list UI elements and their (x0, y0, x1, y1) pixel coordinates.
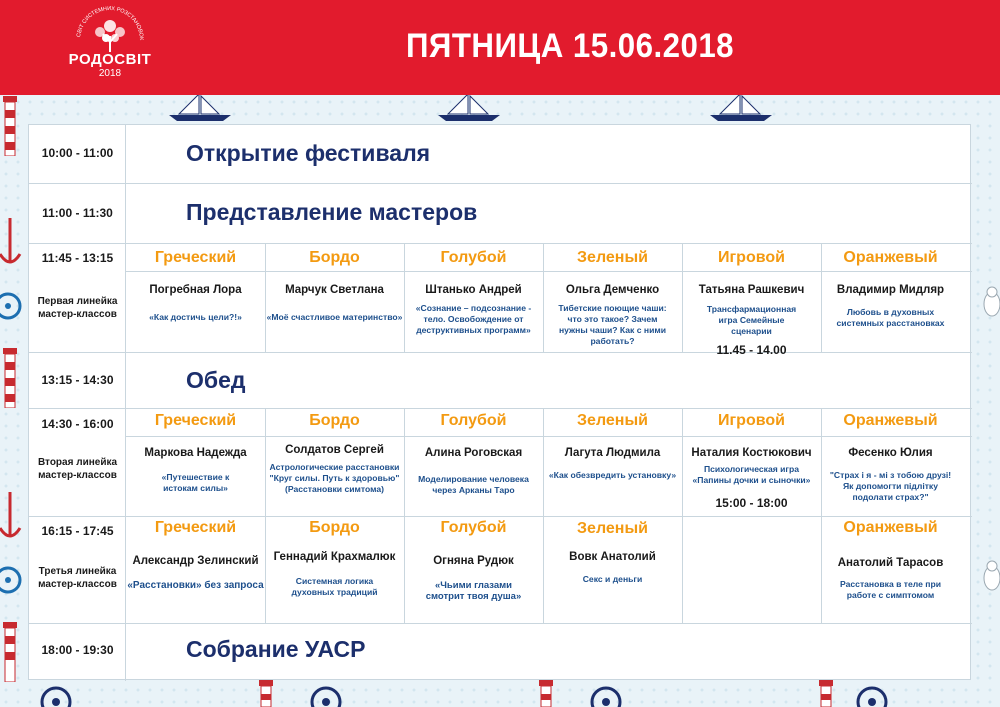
label-line3: Третья линейка мастер-классов (38, 566, 117, 590)
session-cell (265, 550, 404, 598)
session-cell (821, 556, 960, 601)
event-meeting: Собрание УАСР (186, 636, 366, 662)
room-green: Зеленый (577, 249, 648, 266)
host-name: Алина Роговская (424, 447, 523, 459)
logo-name: РОДОСВІТ (68, 51, 152, 68)
room-greek: Греческий (154, 519, 237, 536)
session-topic: Расстановка в теле при работе с симптомом (839, 579, 942, 600)
room-bordo: Бордо (309, 249, 360, 266)
sailboat-icon (434, 92, 504, 122)
room-blue: Голубой (440, 412, 507, 429)
host-name: Александр Зелинский (132, 555, 259, 567)
ship-wheel-icon (0, 286, 26, 326)
lighthouse-icon (2, 96, 18, 156)
event-opening: Открытие фестиваля (186, 140, 431, 166)
schedule-table (28, 124, 971, 680)
host-name: Татьяна Рашкевич (698, 284, 805, 296)
sailboat-icon (165, 92, 235, 122)
session-topic: «Как обезвредить установку» (548, 470, 677, 480)
host-name: Фесенко Юлия (848, 447, 933, 459)
room-game: Игровой (718, 249, 785, 266)
session-topic: «Расстановки» без запроса (127, 580, 264, 591)
session-cell (821, 283, 960, 329)
session-cell (265, 283, 404, 323)
anchor-icon (0, 488, 24, 544)
svg-text:СВІТ СИСТЕМНИХ РОЗСТАНОВОК: СВІТ СИСТЕМНИХ РОЗСТАНОВОК (76, 6, 145, 41)
room-blue: Голубой (440, 249, 507, 266)
session-topic: Трансфармационная игра Семейные сценарии (706, 304, 797, 336)
lighthouse-icon (538, 680, 554, 707)
time-line3: 16:15 - 17:45 (41, 524, 114, 538)
host-name: Маркова Надежда (144, 447, 247, 459)
session-topic: «Сознание – подсознание - тело. Освобождение от деструктивных программ» (415, 303, 532, 335)
room-blue: Голубой (440, 519, 507, 536)
session-cell (404, 554, 543, 602)
event-masters-presentation: Представление мастеров (186, 199, 478, 225)
session-cell (126, 446, 265, 494)
session-topic: «Путешествие к истокам силы» (161, 472, 230, 493)
logo (62, 6, 158, 90)
session-topic: Секс и деньги (582, 574, 643, 584)
seagull-icon (976, 282, 1000, 322)
session-topic: Психологическая игра «Папины дочки и сыночки» (692, 464, 811, 485)
lighthouse-icon (2, 622, 18, 682)
session-topic: "Страх і я - мі з тобою друзі! Як допомогти підлітку подолати страх?" (829, 470, 952, 502)
session-topic: Любовь в духовных системных расстановках (836, 307, 945, 328)
host-name: Солдатов Сергей (285, 444, 384, 456)
anchor-icon (0, 214, 24, 270)
session-cell (126, 283, 265, 323)
page-title: ПЯТНИЦА 15.06.2018 (405, 27, 735, 65)
room-orange: Оранжевый (843, 249, 938, 266)
room-game: Игровой (718, 412, 785, 429)
event-lunch: Обед (186, 367, 246, 393)
host-name: Анатолий Тарасов (837, 557, 944, 569)
host-name: Погребная Лора (149, 284, 242, 296)
session-topic: Тибетские поющие чаши: что это такое? Зачем нужны чаши? Как с ними работать? (558, 303, 667, 346)
host-name: Лагута Людмила (564, 447, 661, 459)
host-name: Марчук Светлана (285, 284, 384, 296)
session-cell (821, 446, 960, 503)
room-orange: Оранжевый (843, 412, 938, 429)
session-cell (682, 283, 821, 357)
session-cell (404, 446, 543, 496)
host-name: Вовк Анатолий (569, 551, 656, 563)
ship-wheel-icon (306, 682, 346, 707)
session-time: 11.45 - 14.00 (716, 343, 787, 357)
session-topic: «Как достичь цели?!» (149, 312, 242, 322)
session-topic: «Чьими глазами смотрит твоя душа» (425, 580, 522, 602)
session-cell (126, 554, 265, 591)
session-topic: Астрологические расстановки "Круг силы. Путь к здоровью" (Расстановки симтома) (269, 462, 400, 494)
ship-wheel-icon (0, 560, 26, 600)
host-name: Геннадий Крахмалюк (273, 551, 396, 563)
session-time: 15:00 - 18:00 (715, 496, 788, 510)
room-bordo: Бордо (309, 519, 360, 536)
session-cell (543, 283, 682, 347)
logo-year: 2018 (98, 68, 122, 79)
host-name: Ольга Демченко (565, 284, 660, 296)
room-greek: Греческий (154, 249, 237, 266)
time-line2: 14:30 - 16:00 (41, 417, 114, 431)
ship-wheel-icon (586, 682, 626, 707)
room-greek: Греческий (154, 412, 237, 429)
ship-wheel-icon (852, 682, 892, 707)
room-green: Зеленый (577, 520, 648, 537)
host-name: Владимир Мидляр (836, 284, 945, 296)
label-line1: Первая линейка мастер-классов (37, 296, 118, 320)
time-lunch: 13:15 - 14:30 (41, 373, 114, 387)
session-cell (543, 446, 682, 481)
lighthouse-icon (818, 680, 834, 707)
label-line2: Вторая линейка мастер-классов (37, 457, 118, 481)
tree-logo-icon (70, 6, 150, 52)
time-line1: 11:45 - 13:15 (41, 251, 114, 265)
session-cell (682, 446, 821, 510)
session-cell (404, 283, 543, 336)
session-topic: Системная логика духовных традиций (291, 576, 378, 597)
sailboat-icon (706, 92, 776, 122)
host-name: Наталия Костюкович (691, 447, 812, 459)
session-topic: Моделирование человека через Арканы Таро (418, 474, 529, 495)
ship-wheel-icon (36, 682, 76, 707)
lighthouse-icon (258, 680, 274, 707)
header-banner (0, 0, 1000, 95)
room-bordo: Бордо (309, 412, 360, 429)
time-opening: 10:00 - 11:00 (41, 146, 114, 160)
session-topic: «Моё счастливое материнство» (266, 312, 403, 322)
session-cell (265, 443, 404, 495)
seagull-icon (976, 556, 1000, 596)
time-masters: 11:00 - 11:30 (42, 206, 113, 220)
session-cell (543, 550, 682, 585)
lighthouse-icon (2, 348, 18, 408)
host-name: Огняна Рудюк (433, 555, 514, 567)
host-name: Штанько Андрей (425, 284, 522, 296)
room-orange: Оранжевый (843, 519, 938, 536)
time-meeting: 18:00 - 19:30 (41, 643, 114, 657)
room-green: Зеленый (577, 412, 648, 429)
